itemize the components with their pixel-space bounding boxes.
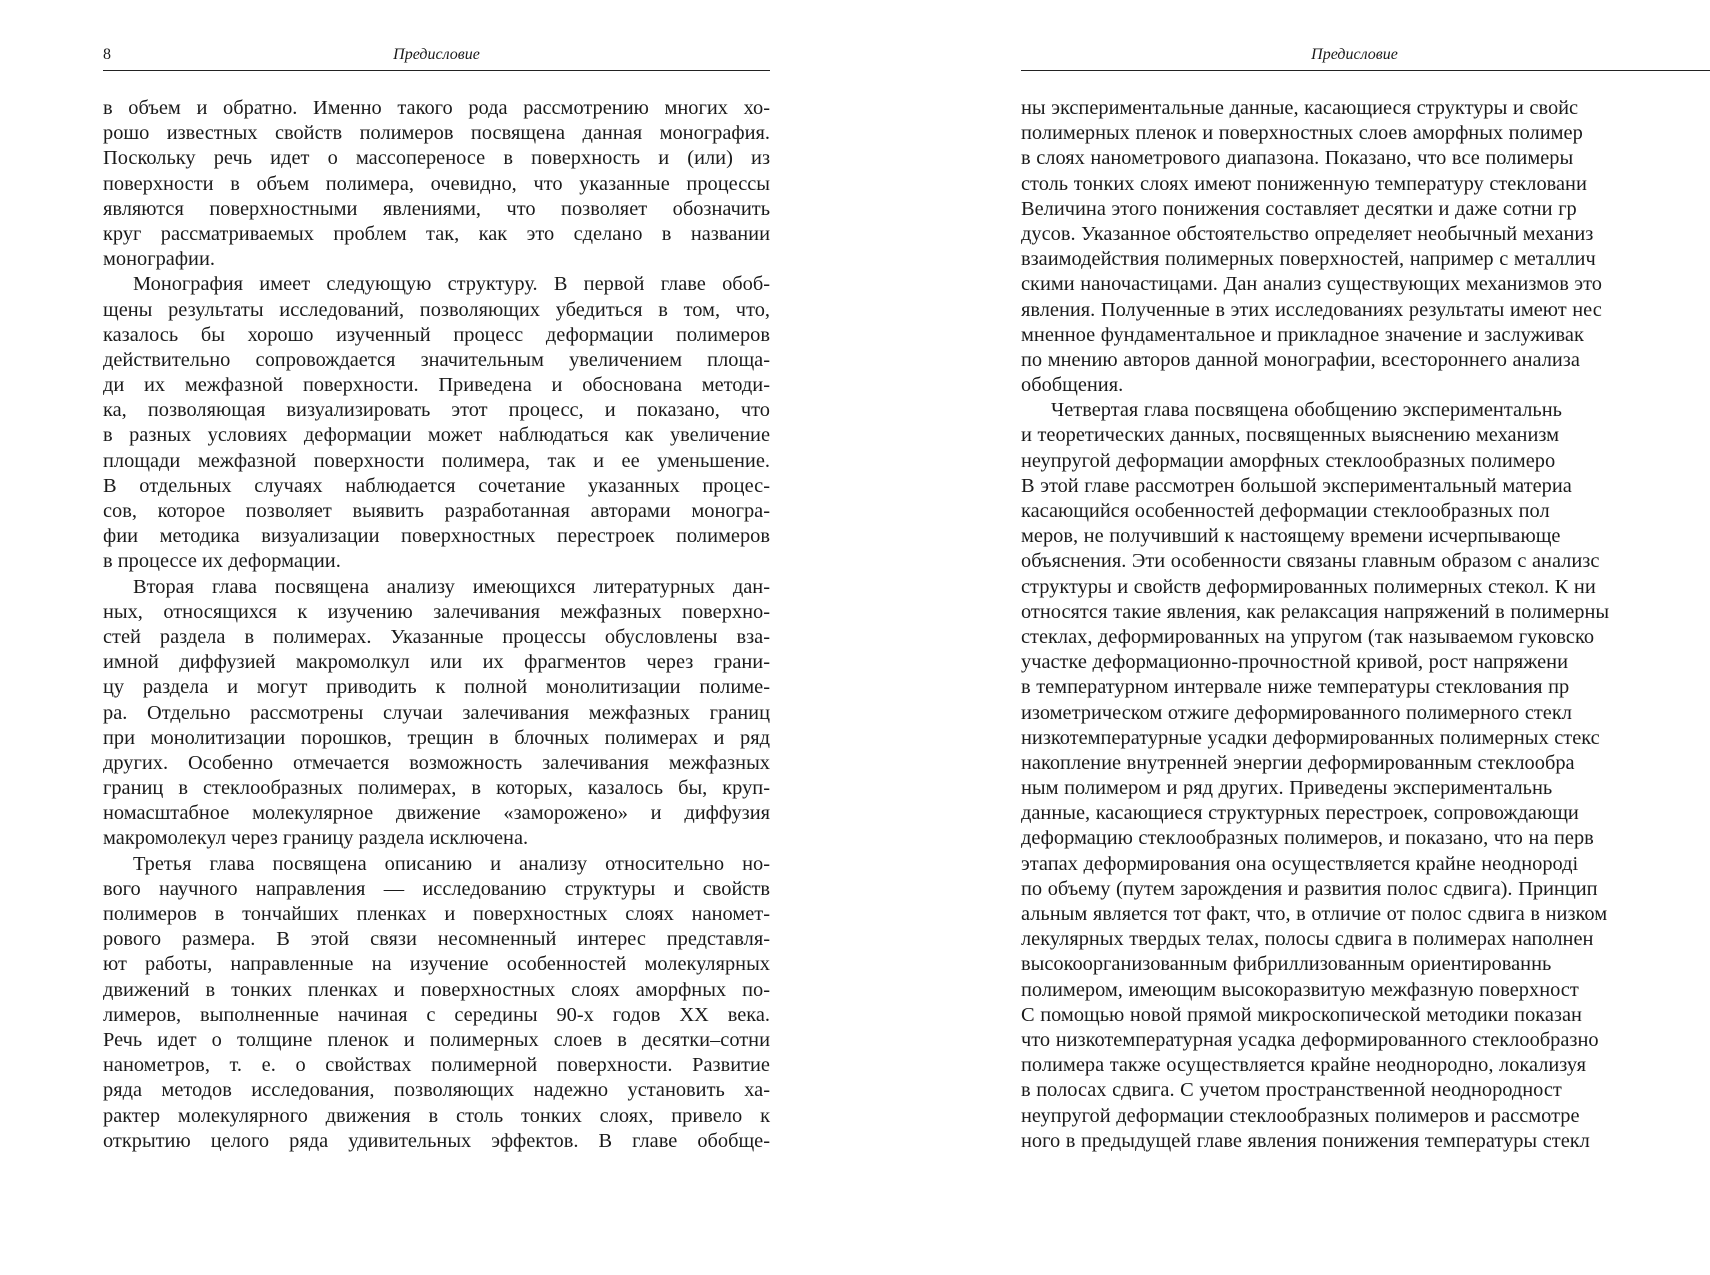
- text-line: ка, позволяющая визуализировать этот процесс, и показано, что: [103, 399, 770, 422]
- text-line: касающийся особенностей деформации стеклообразных пол: [1021, 500, 1550, 522]
- right-page-text-area: [1021, 96, 1710, 1196]
- text-line: данные, касающиеся структурных перестроек, сопровождающи: [1021, 802, 1579, 825]
- text-line: меров, не получивший к настоящему времени исчерпывающе: [1021, 525, 1561, 548]
- text-line: монографии.: [103, 248, 215, 271]
- text-line: сов, которое позволяет выявить разработанная авторами моногра-: [103, 500, 770, 522]
- text-line: ного в предыдущей главе явления понижения температуры стекл: [1021, 1129, 1590, 1152]
- text-line: ны экспериментальные данные, касающиеся структуры и свойс: [1021, 97, 1579, 119]
- text-line: в полосах сдвига. С учетом пространственной неоднородност: [1021, 1079, 1562, 1102]
- text-line: движений в тонких пленках и поверхностных слоях аморфных по-: [103, 978, 770, 1001]
- text-line: Вторая глава посвящена анализу имеющихся литературных дан-: [133, 575, 770, 598]
- text-line: явления. Полученные в этих исследованиях результаты имеют нес: [1021, 298, 1602, 321]
- right-page-text: [1021, 96, 1710, 1154]
- text-line: стеклах, деформированных на упругом (так называемом гуковско: [1021, 625, 1595, 648]
- text-line: являются поверхностными явлениями, что позволяет обозначить: [103, 197, 770, 220]
- text-line: открытию целого ряда удивительных эффектов. В главе обобще-: [103, 1129, 770, 1152]
- text-line: имной диффузией макромолкул или их фрагментов через грани-: [103, 651, 770, 674]
- text-line: что низкотемпературная усадка деформированного стеклообразно: [1021, 1028, 1599, 1051]
- text-line: дусов. Указанное обстоятельство определяет необычный механиз: [1021, 222, 1594, 245]
- text-line: лимеров, выполненные начиная с середины 90-х годов XX века.: [103, 1003, 770, 1026]
- text-line: и теоретических данных, посвященных выяснению механизм: [1021, 424, 1560, 447]
- left-page-header: [103, 44, 770, 71]
- text-line: С помощью новой прямой микроскопической методики показан: [1021, 1003, 1582, 1026]
- text-line: стей раздела в полимерах. Указанные процессы обусловлены вза-: [103, 625, 770, 648]
- text-line: цу раздела и могут приводить к полной монолитизации полиме-: [103, 676, 770, 699]
- text-line: неупругой деформации стеклообразных полимеров и рассмотре: [1021, 1104, 1580, 1127]
- text-line: рового размера. В этой связи несомненный интерес представля-: [103, 928, 770, 951]
- text-line: низкотемпературные усадки деформированных полимерных стекс: [1021, 726, 1600, 749]
- text-line: щены результаты исследований, позволяющих убедиться в том, что,: [103, 298, 770, 321]
- text-line: ряда методов исследования, позволяющих надежно установить ха-: [103, 1079, 770, 1102]
- text-line: полимерных пленок и поверхностных слоев аморфных полимер: [1021, 122, 1583, 145]
- text-line: площади межфазной поверхности полимера, так и ее уменьшение.: [103, 449, 770, 472]
- text-line: изометрическом отжиге деформированного полимерного стекл: [1021, 701, 1572, 724]
- text-line: макромолекул через границу раздела исключена.: [103, 827, 529, 850]
- text-line: деформацию стеклообразных полимеров, и показано, что на перв: [1021, 827, 1594, 850]
- text-line: в температурном интервале ниже температуры стеклования пр: [1021, 676, 1570, 699]
- text-line: поверхности в объем полимера, очевидно, что указанные процессы: [103, 172, 770, 195]
- text-line: в процессе их деформации.: [103, 550, 341, 573]
- text-line: взаимодействия полимерных поверхностей, например с металлич: [1021, 248, 1596, 271]
- text-line: рактер молекулярного движения в столь тонких слоях, привело к: [103, 1104, 770, 1127]
- text-line: по объему (путем зарождения и развития полос сдвига). Принцип: [1021, 877, 1598, 900]
- text-line: обобщения.: [1021, 374, 1124, 397]
- text-line: В этой главе рассмотрен большой экспериментальный материа: [1021, 474, 1572, 497]
- text-line: накопление внутренней энергии деформированным стеклообра: [1021, 751, 1575, 774]
- text-line: границ в стеклообразных полимерах, в которых, казалось бы, круп-: [103, 777, 770, 800]
- text-line: скими наночастицами. Дан анализ существующих механизмов это: [1021, 273, 1603, 296]
- text-line: ют работы, направленные на изучение особенностей молекулярных: [103, 953, 770, 976]
- text-line: полимером, имеющим высокоразвитую межфазную поверхност: [1021, 978, 1579, 1001]
- text-line: альным является тот факт, что, в отличие от полос сдвига в низком: [1021, 903, 1608, 925]
- text-line: фии методика визуализации поверхностных перестроек полимеров: [103, 525, 770, 548]
- text-line: круг рассматриваемых проблем так, как это сделано в названии: [103, 222, 770, 245]
- text-line: ным полимером и ряд других. Приведены экспериментальнь: [1021, 777, 1553, 800]
- text-line: лекулярных твердых телах, полосы сдвига в полимерах наполнен: [1021, 928, 1594, 951]
- right-page: [855, 0, 1710, 1275]
- text-line: Четвертая глава посвящена обобщению экспериментальнь: [1051, 399, 1562, 422]
- running-title: Предисловие: [1311, 46, 1398, 63]
- text-line: действительно сопровождается значительным увеличением площа-: [103, 348, 770, 371]
- text-line: столь тонких слоях имеют пониженную температуру стекловани: [1021, 172, 1587, 195]
- text-line: относятся такие явления, как релаксация напряжений в полимерны: [1021, 600, 1610, 623]
- right-page-header: [1021, 44, 1710, 71]
- text-line: нанометров, т. е. о свойствах полимерной поверхности. Развитие: [103, 1054, 770, 1077]
- text-line: Третья глава посвящена описанию и анализу относительно но-: [133, 852, 770, 875]
- text-line: в слоях нанометрового диапазона. Показано, что все полимеры: [1021, 147, 1574, 170]
- text-line: неупругой деформации аморфных стеклообразных полимеро: [1021, 449, 1556, 472]
- text-line: номасштабное молекулярное движение «заморожено» и диффузия: [103, 802, 770, 825]
- text-line: в объем и обратно. Именно такого рода рассмотрению многих хо-: [103, 97, 770, 119]
- text-line: Поскольку речь идет о массопереносе в поверхность и (или) из: [103, 147, 770, 170]
- text-line: при монолитизации порошков, трещин в блочных полимерах и ряд: [103, 726, 770, 749]
- text-line: полимера также осуществляется крайне неоднородно, локализуя: [1021, 1054, 1586, 1077]
- text-line: структуры и свойств деформированных полимерных стекол. К ни: [1021, 575, 1596, 598]
- text-line: В отдельных случаях наблюдается сочетание указанных процес-: [103, 474, 770, 497]
- text-line: мненное фундаментальное и прикладное значение и заслуживак: [1021, 323, 1584, 346]
- left-page-text: [103, 96, 770, 1154]
- text-line: по мнению авторов данной монографии, всестороннего анализа: [1021, 348, 1580, 371]
- text-line: высокоорганизованным фибриллизованным ориентированнь: [1021, 953, 1552, 976]
- page-number: 8: [103, 46, 111, 63]
- text-line: Величина этого понижения составляет десятки и даже сотни гр: [1021, 197, 1577, 220]
- text-line: других. Особенно отмечается возможность залечивания межфазных: [103, 751, 770, 774]
- text-line: рошо известных свойств полимеров посвящена данная монография.: [103, 122, 770, 145]
- text-line: ди их межфазной поверхности. Приведена и обоснована методи-: [103, 374, 770, 397]
- text-line: полимеров в тончайших пленках и поверхностных слоях наномет-: [103, 903, 770, 925]
- text-line: ных, относящихся к изучению залечивания межфазных поверхно-: [103, 600, 770, 623]
- text-line: в разных условиях деформации может наблюдаться как увеличение: [103, 424, 770, 447]
- text-line: участке деформационно-прочностной кривой, рост напряжени: [1021, 651, 1568, 674]
- text-line: Речь идет о толщине пленок и полимерных слоев в десятки–сотни: [103, 1028, 770, 1051]
- text-line: этапах деформирования она осуществляется крайне неоднороді: [1021, 852, 1579, 875]
- text-line: Монография имеет следующую структуру. В первой главе обоб-: [133, 273, 770, 296]
- text-line: ра. Отдельно рассмотрены случаи залечивания межфазных границ: [103, 701, 770, 724]
- text-line: вого научного направления — исследованию структуры и свойств: [103, 877, 770, 900]
- text-line: объяснения. Эти особенности связаны главным образом с анализс: [1021, 550, 1600, 573]
- text-line: казалось бы хорошо изученный процесс деформации полимеров: [103, 323, 770, 346]
- running-title: Предисловие: [393, 46, 480, 63]
